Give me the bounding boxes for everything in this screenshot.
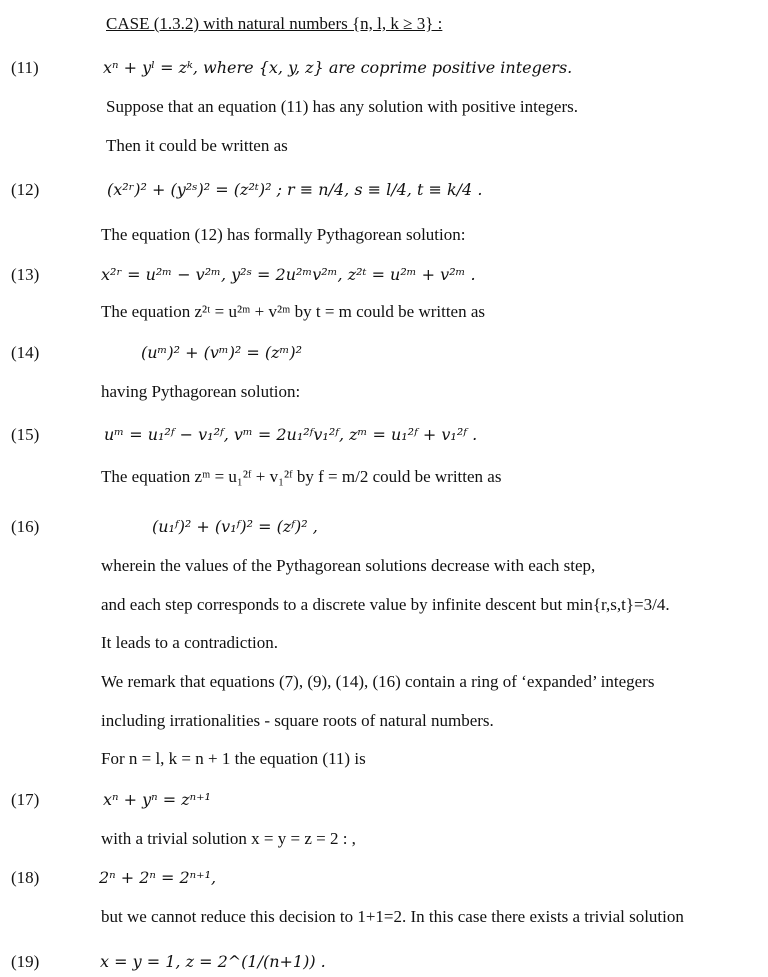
paragraph-text: It leads to a contradiction. <box>101 633 279 652</box>
equation-line <box>0 865 768 891</box>
paragraph-text: having Pythagorean solution: <box>101 382 301 401</box>
equation-line <box>0 177 768 203</box>
equation: uᵐ = u₁²ᶠ − v₁²ᶠ, vᵐ = 2u₁²ᶠv₁²ᶠ, zᵐ = u₁²ᶠ + v₁²ᶠ . <box>104 425 478 444</box>
equation-line <box>0 514 768 540</box>
equation: 2ⁿ + 2ⁿ = 2ⁿ⁺¹, <box>99 868 217 887</box>
paragraph-text: Suppose that an equation (11) has any solution with positive integers. <box>106 97 578 116</box>
equation: xⁿ + yⁿ = zⁿ⁺¹ <box>103 790 211 809</box>
text-line <box>0 553 768 579</box>
case-heading: CASE (1.3.2) with natural numbers {n, l, k ≥ 3} : <box>106 14 443 33</box>
equation-line <box>0 262 768 288</box>
equation-number: (11) <box>11 58 39 77</box>
equation-number: (13) <box>11 265 40 284</box>
equation-line <box>0 949 768 975</box>
equation-number: (14) <box>11 343 40 362</box>
paragraph-text: including irrationalities - square roots of natural numbers. <box>101 711 494 730</box>
paragraph-text: but we cannot reduce this decision to 1+1=2. In this case there exists a trivial solution <box>101 907 684 926</box>
text-line <box>0 669 768 695</box>
text-line <box>0 133 768 159</box>
text-line <box>0 904 768 930</box>
equation-line <box>0 340 768 366</box>
text-line <box>0 299 768 325</box>
paragraph-text: We remark that equations (7), (9), (14), (16) contain a ring of ‘expanded’ integers <box>101 672 655 691</box>
text-line <box>0 708 768 734</box>
paragraph-text: Then it could be written as <box>106 136 288 155</box>
equation: xⁿ + yˡ = zᵏ, where {x, y, z} are coprime positive integers. <box>103 58 573 77</box>
equation-line <box>0 422 768 448</box>
text-line <box>0 826 768 852</box>
equation-line <box>0 55 768 81</box>
paragraph-text: The equation zᵐ = u₁²ᶠ + v₁²ᶠ by f = m/2 could be written as <box>101 467 502 486</box>
equation: (u₁ᶠ)² + (v₁ᶠ)² = (zᶠ)² , <box>152 517 318 536</box>
equation-number: (19) <box>11 952 40 971</box>
paragraph-text: The equation z²ᵗ = u²ᵐ + v²ᵐ by t = m could be written as <box>101 302 486 321</box>
text-line <box>0 11 768 37</box>
equation-number: (16) <box>11 517 40 536</box>
paragraph-text: For n = l, k = n + 1 the equation (11) is <box>101 749 366 768</box>
text-line <box>0 592 768 618</box>
paragraph-text: with a trivial solution x = y = z = 2 : , <box>101 829 356 848</box>
equation-number: (17) <box>11 790 40 809</box>
equation: (x²ʳ)² + (y²ˢ)² = (z²ᵗ)² ; r ≡ n/4, s ≡ l/4, t ≡ k/4 . <box>107 180 483 199</box>
paragraph-text: and each step corresponds to a discrete value by infinite descent but min{r,s,t}=3/4. <box>101 595 670 614</box>
text-line <box>0 464 768 490</box>
equation-line <box>0 787 768 813</box>
text-line <box>0 379 768 405</box>
equation-number: (12) <box>11 180 40 199</box>
paragraph-text: The equation (12) has formally Pythagorean solution: <box>101 225 466 244</box>
equation: x²ʳ = u²ᵐ − v²ᵐ, y²ˢ = 2u²ᵐv²ᵐ, z²ᵗ = u²ᵐ + v²ᵐ . <box>101 265 476 284</box>
text-line <box>0 222 768 248</box>
equation: (uᵐ)² + (vᵐ)² = (zᵐ)² <box>141 343 303 362</box>
text-line <box>0 94 768 120</box>
paragraph-text: wherein the values of the Pythagorean solutions decrease with each step, <box>101 556 596 575</box>
equation-number: (15) <box>11 425 40 444</box>
text-line <box>0 630 768 656</box>
text-line <box>0 746 768 772</box>
equation: x = y = 1, z = 2^(1/(n+1)) . <box>100 952 326 971</box>
equation-number: (18) <box>11 868 40 887</box>
